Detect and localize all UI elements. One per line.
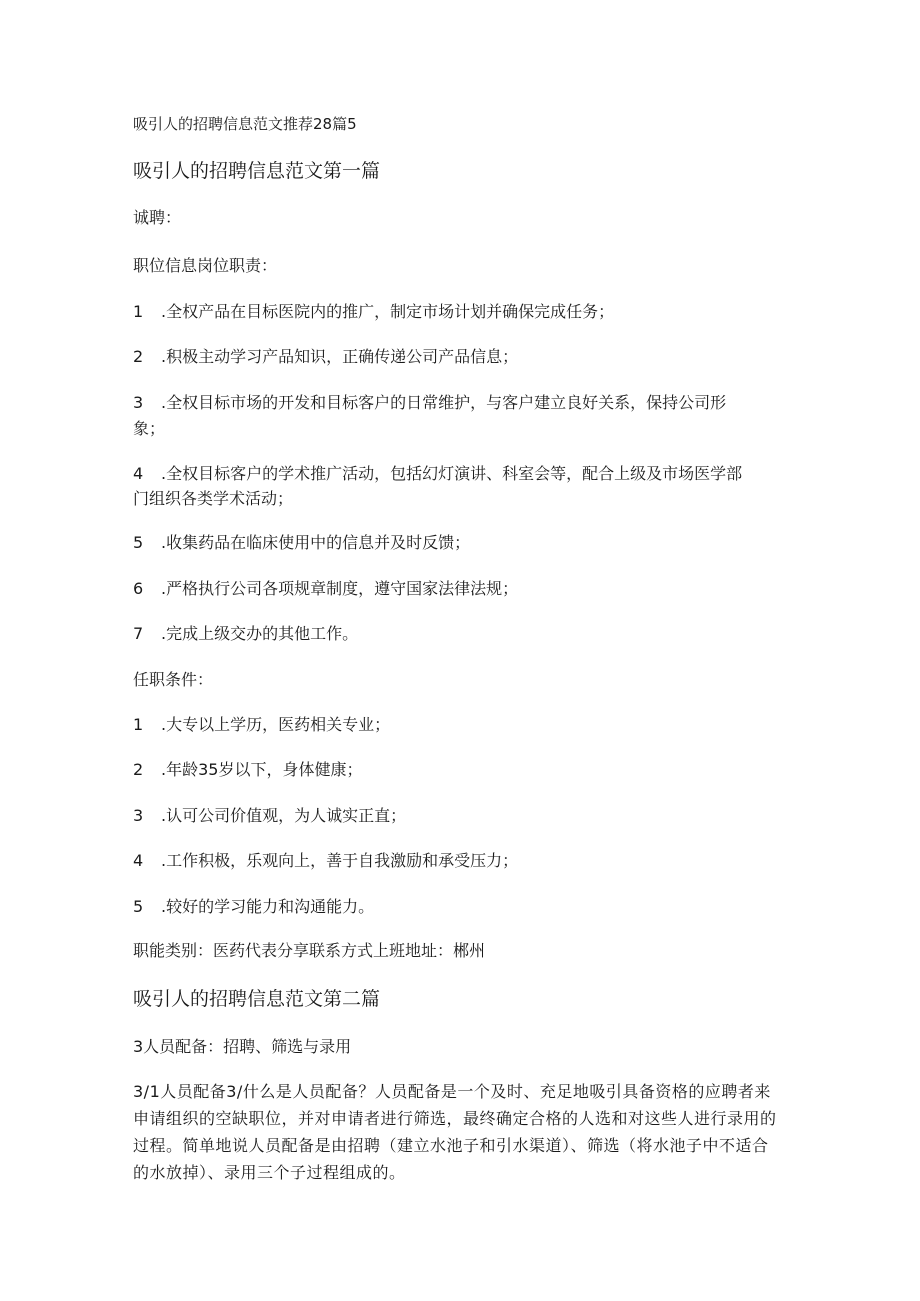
job-category-line: 职能类别：医药代表分享联系方式上班地址：郴州 — [133, 941, 486, 960]
requirement-item: 5 .较好的学习能力和沟通能力。 — [133, 897, 375, 916]
duty-item: 5 .收集药品在临床使用中的信息并及时反馈； — [133, 533, 471, 552]
duty-item-continuation: 象； — [133, 419, 166, 438]
requirement-item: 4 .工作积极，乐观向上，善于自我激励和承受压力； — [133, 851, 519, 870]
section-2-subheading: 3人员配备：招聘、筛选与录用 — [133, 1037, 352, 1056]
duty-item: 1 .全权产品在目标医院内的推广，制定市场计划并确保完成任务； — [133, 302, 615, 321]
duty-item-continuation: 门组织各类学术活动； — [133, 489, 294, 508]
requirement-item: 1 .大专以上学历，医药相关专业； — [133, 715, 391, 734]
document-title: 吸引人的招聘信息范文推荐28篇5 — [133, 115, 357, 133]
duty-item: 6 .严格执行公司各项规章制度，遵守国家法律法规； — [133, 579, 519, 598]
duty-item: 7 .完成上级交办的其他工作。 — [133, 624, 359, 643]
staffing-paragraph: 3/1人员配备3/什么是人员配备？人员配备是一个及时、充足地吸引具备资格的应聘者来申请组织的空缺职位，并对申请者进行筛选，最终确定合格的人选和对这些人进行录用的过程。简单地说人员配备是由招聘（建立水池子和引水渠道）、筛选（将水池子中不适合的水放掉）、录用三个子过程组成的。 — [133, 1082, 777, 1182]
duty-item: 3 .全权目标市场的开发和目标客户的日常维护，与客户建立良好关系，保持公司形 — [133, 393, 727, 412]
section-1-heading: 吸引人的招聘信息范文第一篇 — [133, 160, 381, 182]
section-2-heading: 吸引人的招聘信息范文第二篇 — [133, 988, 381, 1010]
requirements-heading: 任职条件： — [133, 670, 214, 689]
duties-heading: 职位信息岗位职责： — [133, 256, 278, 275]
requirement-item: 2 .年龄35岁以下，身体健康； — [133, 760, 363, 779]
duty-item: 4 .全权目标客户的学术推广活动，包括幻灯演讲、科室会等，配合上级及市场医学部 — [133, 464, 743, 483]
duty-item: 2 .积极主动学习产品知识，正确传递公司产品信息； — [133, 347, 519, 366]
hiring-label: 诚聘： — [133, 208, 182, 227]
requirement-item: 3 .认可公司价值观，为人诚实正直； — [133, 806, 407, 825]
